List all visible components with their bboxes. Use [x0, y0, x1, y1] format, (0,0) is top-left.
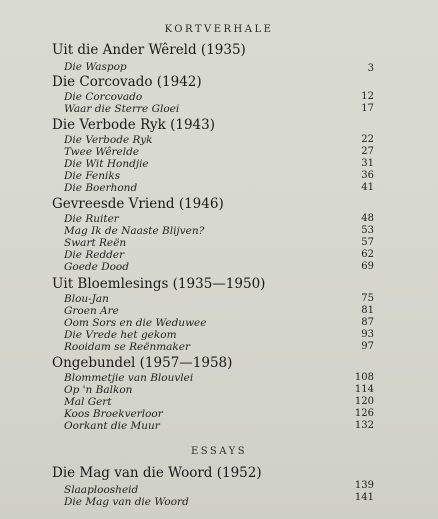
book-title: Die Mag van die Woord (1952): [52, 465, 262, 481]
book-title: Die Corcovado (1942): [52, 74, 202, 90]
story-page-number: 31: [361, 158, 374, 169]
story-title: Die Vrede het gekom: [64, 329, 177, 341]
story-page-number: 41: [361, 182, 374, 193]
story-page-number: 22: [361, 134, 374, 145]
story-page-number: 114: [354, 384, 374, 395]
story-title: Die Redder: [64, 249, 125, 261]
book-title: Gevreesde Vriend (1946): [52, 196, 224, 212]
book-title: Ongebundel (1957—1958): [52, 355, 233, 371]
story-title: Op 'n Balkon: [64, 384, 133, 396]
story-title: Groen Are: [64, 305, 119, 317]
story-page-number: 81: [361, 305, 374, 316]
book-title: Uit die Ander Wêreld (1935): [52, 42, 246, 58]
story-page-number: 53: [361, 225, 374, 236]
story-title: Die Ruiter: [64, 213, 119, 225]
book-title: Die Verbode Ryk (1943): [52, 117, 215, 133]
story-title: Slaaploosheid: [64, 484, 139, 496]
story-page-number: 27: [361, 146, 374, 157]
story-page-number: 141: [354, 492, 374, 503]
story-title: Blommetjie van Blouvlei: [64, 372, 194, 384]
story-title: Goede Dood: [64, 261, 129, 273]
story-page-number: 48: [361, 213, 374, 224]
book-title: Uit Bloemlesings (1935—1950): [52, 276, 266, 292]
story-page-number: 12: [361, 91, 374, 102]
story-page-number: 69: [361, 261, 374, 272]
story-page-number: 132: [354, 420, 374, 431]
story-title: Die Waspop: [64, 61, 127, 73]
story-title: Oorkant die Muur: [64, 420, 160, 432]
story-title: Blou-Jan: [64, 293, 109, 305]
story-page-number: 97: [361, 341, 374, 352]
story-page-number: 126: [354, 408, 374, 419]
story-page-number: 120: [354, 396, 374, 407]
story-page-number: 36: [361, 170, 374, 181]
story-page-number: 93: [361, 329, 374, 340]
story-title: Die Feniks: [64, 170, 121, 182]
story-title: Oom Sors en die Weduwee: [64, 317, 207, 329]
story-page-number: 57: [361, 237, 374, 248]
section-title-kortverhale: KORTVERHALE: [164, 24, 274, 35]
story-title: Mag Ik de Naaste Blijven?: [64, 225, 205, 237]
story-title: Die Boerhond: [64, 182, 138, 194]
story-title: Koos Broekverloor: [64, 408, 163, 420]
story-title: Die Mag van die Woord: [64, 496, 189, 508]
story-page-number: 139: [354, 480, 374, 491]
story-title: Mal Gert: [64, 396, 112, 408]
story-title: Die Verbode Ryk: [64, 134, 153, 146]
section-title-essays: ESSAYS: [190, 446, 248, 457]
story-page-number: 108: [354, 372, 374, 383]
story-title: Waar die Sterre Gloei: [64, 103, 180, 115]
story-page-number: 87: [361, 317, 374, 328]
story-page-number: 17: [361, 103, 374, 114]
story-title: Die Wit Hondjie: [64, 158, 149, 170]
story-page-number: 62: [361, 249, 374, 260]
story-title: Die Corcovado: [64, 91, 143, 103]
story-title: Swart Reën: [64, 237, 127, 249]
story-title: Twee Wêrelde: [64, 146, 140, 158]
story-page-number: 3: [367, 63, 374, 74]
story-page-number: 75: [361, 293, 374, 304]
story-title: Rooidam se Reënmaker: [64, 341, 191, 353]
